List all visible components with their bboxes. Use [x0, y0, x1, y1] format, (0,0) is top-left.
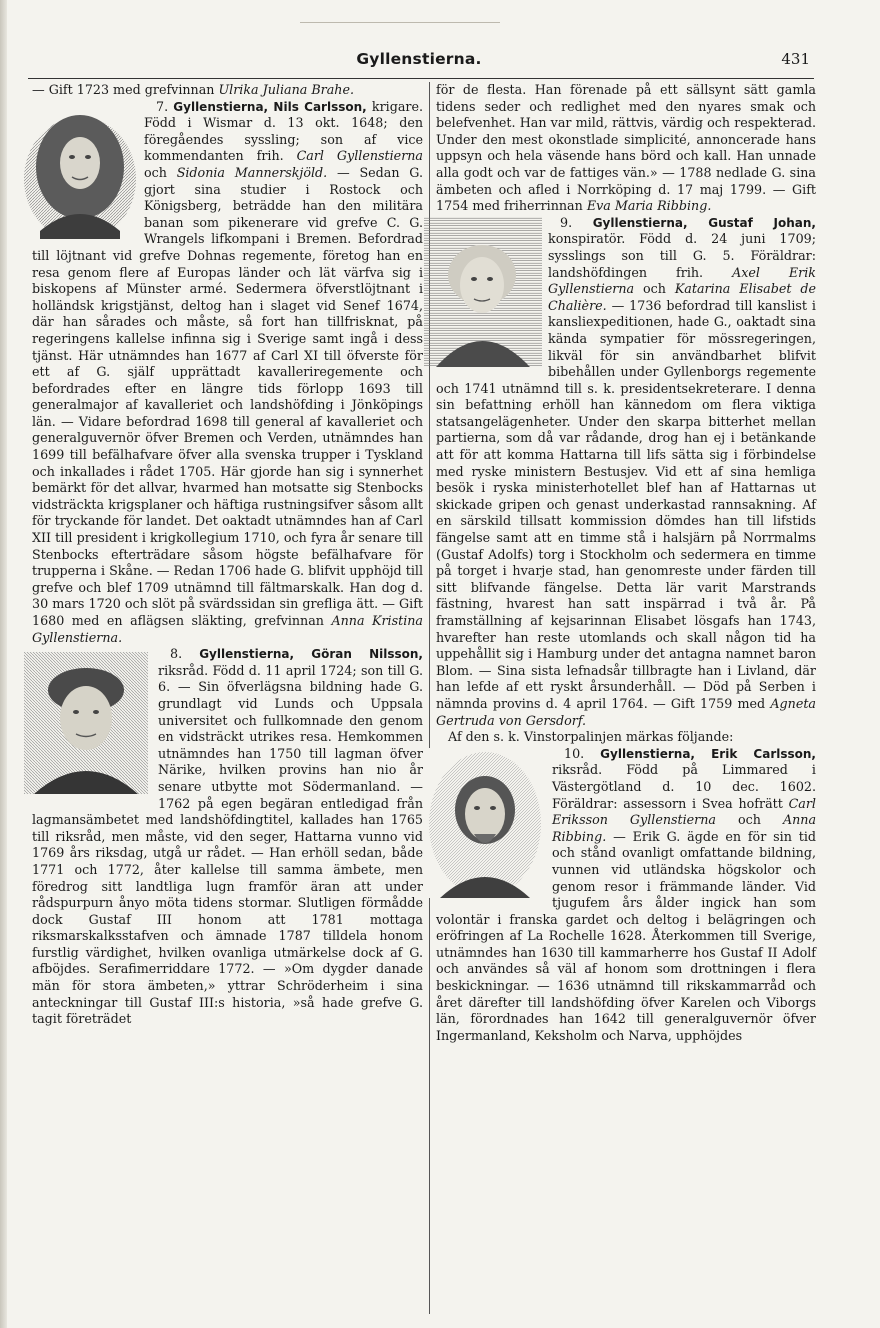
entry-heading: Gyllenstierna, Erik Carlsson, — [600, 746, 816, 761]
paragraph-marriage-6 — [32, 82, 423, 99]
entry-10 — [436, 746, 816, 1045]
portrait-engraving-icon — [20, 648, 152, 798]
portrait-erik-carlsson — [424, 748, 546, 898]
entry-heading: Gyllenstierna, Göran Nilsson, — [199, 647, 423, 662]
text-run: och — [634, 281, 675, 297]
spouse-name: Agneta Gertruda von Gersdorf. — [436, 695, 816, 728]
text-run: riksråd. Född d. 11 april 1724; son till G. 6. — Sin öfverlägsna bildning hade G. grundlagt vid Lunds och Uppsala universitet och fullkomnade den genom en vidsträckt utrikes resa. Hemkommen utnämndes han 1750 till lagman öfver Närike, hvilken provins han nio år senare utbytte mot Södermanland. — 1762 på egen begäran entledigad från lagmansämbetet med landshöfdingtitel, kallades han 1765 till riksråd, men måste, vid den seger, Hattarna vunno vid 1769 års riksdag, utgå ur rådet. — Han erhöll sedan, både 1771 och 1772, åter kallelse till samma ämbete, men föredrog sitt landtliga lugn framför äran att under rådspurpurn ånyo möta tidens stormar. Slutligen förmådde dock Gustaf III honom att 1781 mottaga riksmarskalksstafven och ämnade 1787 tilldela honom furstlig värdighet, hvilken ovanliga utmärkelse dock af G. afböjdes. Serafimerriddare 1772. — »Om dygder danade män för stora ämbeten,» yttrar Schröderheim i sina anteckningar till Gustaf III:s historia, »så hade grefve G. tagit företrädet — [32, 662, 423, 1027]
text-run: och — [716, 812, 783, 828]
parent-name: Carl Eriksson Gyllenstierna — [552, 795, 816, 828]
entry-number: 7. — [156, 98, 169, 114]
entry-heading: Gyllenstierna, Gustaf Johan, — [592, 215, 816, 230]
text-run: — Gift 1723 med grefvinnan — [32, 82, 219, 97]
page-binding-edge — [0, 0, 7, 1328]
text-run: konspiratör. Född d. 24 juni 1709; sysslings son till G. 5. Föräldrar: landshöfdingen frih. — [548, 231, 816, 280]
parent-name: Katarina Elisabet de Chalière. — [548, 281, 816, 313]
entry-heading: Gyllenstierna, Nils Carlsson, — [173, 99, 367, 114]
parent-name: Sidonia Mannerskjöld. — [176, 164, 328, 180]
text-run: — Erik G. ägde en för sin tid och stånd ovanligt omfattande bildning, vunnen vid utländska högskolor och genom resor i främmande länder. Vid tjugufem års ålder ingick han som volontär i franska gardet och deltog i belägringen och eröfringen af La Rochelle 1628. Återkommen till Sverige, utnämndes han 1630 till kammarherre hos Gustaf II Adolf och användes så väl af honom som drottningen i flera beskickningar. — 1636 utnämnd till rikskammarråd och året därefter till landshöfding öfver Karelen och Viborgs län, förordnades han 1642 till generalguvernör öfver Ingermanland, Keksholm och Narva, upphöjdes — [436, 828, 816, 1043]
entry-number: 9. — [560, 214, 573, 230]
text-run: och — [144, 164, 177, 180]
left-column — [32, 82, 423, 1028]
entry-number: 8. — [170, 646, 183, 662]
page-header — [28, 50, 810, 76]
text-run: riksråd. Född på Limmared i Västergötland d. 10 dec. 1602. Föräldrar: assessorn i Svea hofrätt — [552, 762, 816, 811]
entry-number: 10. — [564, 745, 585, 761]
portrait-goran-nilsson — [20, 648, 152, 798]
parent-name: Anna Ribbing. — [552, 812, 817, 844]
spouse-name: Anna Kristina Gyllenstierna. — [32, 613, 423, 645]
portrait-engraving-icon — [424, 217, 542, 367]
portrait-engraving-icon — [424, 748, 546, 898]
portrait-nils-carlsson — [20, 101, 138, 239]
entry-7 — [32, 99, 423, 647]
lineage-intro: Af den s. k. Vinstorpalinjen märkas följande: — [448, 729, 734, 745]
portrait-engraving-icon — [20, 101, 138, 239]
entry-9 — [436, 215, 816, 729]
text-run: — 1736 befordrad till kanslist i kansliexpeditionen, hade G., oaktadt sina kända sympatier för mössregeringen, likväl för sin användbarhet blifvit bibehållen under Gyllenborgs regemente och 1741 utnämnd till s. k. presidentsekreterare. I denna sin befattning erhöll han kännedom om flera viktiga statsangelägenheter. Under den skarpa bitterhet mellan partierna, som då var rådande, drog han ej i betänkande att för att komma Hattarna till lifs sätta sig i förbindelse med ryske ministern Bestusjev. Vid ett af sina hemliga besök i ryska ministerhotellet blef han af Hattarnas ut skickade gripen och genast underkastad rannsakning. Af en särskild tillsatt kommission dömdes han till lifstids fängelse samt att en timme stå i halsjärn på Norrmalms (Gustaf Adolfs) torg i Stockholm och sedermera en timme på torget i hvarje stad, han genomreste under färden till sitt blifvande fängelse. Detta lär varit Marstrands fästning, hvarest han satt inspärrad i två år. På framställning af kejsarinnan Elisabet lösgafs han 1743, hvarefter han reste utomlands och skall någon tid ha uppehållit sig i Hamburg under det antagna namnet baron Blom. — Sina sista lefnadsår tillbragte han i Livland, där han lefde af ett ryskt årsunderhåll. — Död på Serben i nämnda provins d. 4 april 1764. — Gift 1759 med — [436, 297, 816, 711]
top-decorative-line — [300, 22, 500, 23]
spouse-name: Ulrika Juliana Brahe. — [218, 82, 355, 97]
right-column — [436, 82, 816, 1044]
entry-8-continued — [436, 82, 816, 215]
spouse-name: Eva Maria Ribbing. — [586, 198, 712, 214]
header-rule — [28, 78, 814, 79]
parent-name: Axel Erik Gyllenstierna — [548, 264, 816, 297]
portrait-gustaf-johan — [424, 217, 542, 367]
text-run: krigare. Född i Wismar d. 13 okt. 1648; den föregåendes syssling; son af vice kommendanten frih. — [144, 98, 423, 164]
text-run: för de flesta. Han förenade på ett sällsynt sätt gamla tidens seder och redlighet med den nyares smak och belefvenhet. Han var mild, rättvis, värdig och respekterad. Under den mest okonstlade simplicité, annoncerade hans uppsyn och hela väsende hans börd och kall. Han unnade alla godt och var de fattiges vän.» — 1788 nedlade G. sina ämbeten och afled i Norrköping d. 17 maj 1799. — Gift 1754 med friherrinnan — [436, 82, 816, 214]
entry-8 — [32, 646, 423, 1028]
parent-name: Carl Gyllenstierna — [296, 148, 423, 164]
page-number: 431 — [781, 50, 810, 68]
running-title: Gyllenstierna. — [356, 50, 482, 68]
text-run: — Sedan G. gjort sina studier i Rostock och Königsberg, beträdde han den militära banan som pikenerare vid grefve C. G. Wrangels lifkompani i Bremen. Befordrad till löjtnant vid grefve Dohnas regemente, företog han en resa genom flere af Europas länder och lät värfva sig i biskopens af Münster armé. Sedermera öfverstlöjtnant i holländsk krigstjänst, deltog han i slaget vid Senef 1674, där han sårades och måste, så fort han tillfrisknat, på regeringens kallelse infinna sig i Sverige samt ingå i dess tjänst. Här utnämndes han 1677 af Carl XI till öfverste för ett af G. själf upprättadt kavalleriregemente och befordrades efter en längre tids förlopp 1693 till generalmajor af kavalleriet och landshöfding i Jönköpings län. — Vidare befordrad 1698 till general af kavalleriet och generalguvernör öfver Bremen och Verden, utnämndes han 1699 till befälhafvare öfver alla svenska trupper i Tyskland och inkallades i rådet 1705. Här gjorde han sig i synnerhet bemärkt för det allvar, hvarmed han motsatte sig Stenbocks vidsträckta krigsplaner och häftiga rustningsifver såsom allt för tryckande för landet. Det oaktadt utnämndes han af Carl XII till president i krigkollegium 1710, och fyra år senare till Stenbocks efterträdare såsom högste befälhafvare för trupperna i Skåne. — Redan 1706 hade G. blifvit upphöjd till grefve och blef 1709 utnämnd till fältmarskalk. Han dog d. 30 mars 1720 och slöt på svärdssidan sin grefliga ätt. — Gift 1680 med en aflägsen släkting, grefvinnan — [32, 164, 423, 628]
